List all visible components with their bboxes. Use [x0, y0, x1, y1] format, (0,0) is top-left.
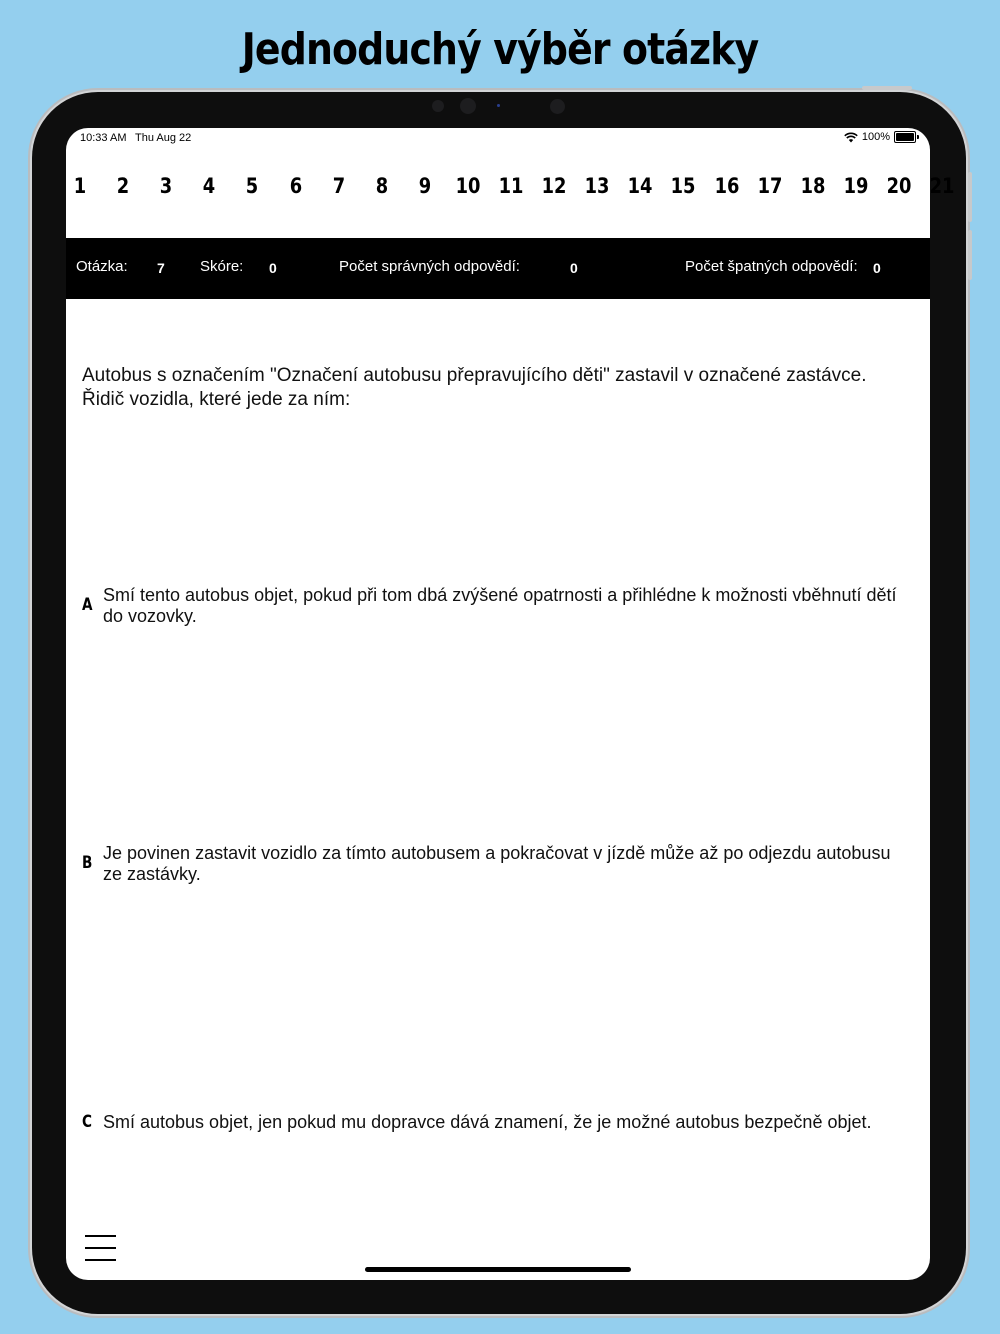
question-number-strip[interactable] — [66, 168, 955, 204]
correct-answers-value: 0 — [570, 260, 578, 276]
question-number-18[interactable]: 18 — [800, 174, 826, 198]
question-number-13[interactable]: 13 — [584, 174, 610, 198]
question-number-17[interactable]: 17 — [757, 174, 783, 198]
battery-icon — [894, 131, 916, 143]
home-indicator[interactable] — [365, 1267, 631, 1272]
wrong-answers-value: 0 — [873, 260, 881, 276]
stats-bar — [66, 238, 930, 299]
device-top-button — [862, 86, 912, 90]
question-number-16[interactable]: 16 — [714, 174, 739, 198]
answer-letter: B — [82, 853, 93, 873]
question-number-15[interactable]: 15 — [670, 174, 696, 198]
status-date: Thu Aug 22 — [135, 132, 192, 144]
answer-letter: A — [82, 595, 93, 615]
question-label: Otázka: — [76, 258, 128, 275]
question-number-14[interactable]: 14 — [627, 174, 653, 198]
device-volume-down-button — [968, 230, 972, 280]
answer-text: Je povinen zastavit vozidlo za tímto autobusem a pokračovat v jízdě může až po odjezdu autobusu ze zastávky. — [103, 843, 891, 884]
menu-icon[interactable] — [85, 1233, 116, 1263]
wrong-answers-label: Počet špatných odpovědí: — [685, 258, 858, 275]
question-number-12[interactable]: 12 — [541, 174, 567, 198]
camera-lens-icon — [460, 98, 476, 114]
question-number-6[interactable]: 6 — [289, 174, 302, 198]
question-number-20[interactable]: 20 — [886, 174, 912, 198]
battery-percentage: 100% — [861, 131, 890, 143]
answer-text: Smí autobus objet, jen pokud mu dopravce dává znamení, že je možné autobus bezpečně objet. — [103, 1112, 872, 1132]
question-number-1[interactable]: 1 — [73, 174, 87, 198]
question-number-11[interactable]: 11 — [498, 174, 524, 198]
app-screen — [66, 128, 955, 1280]
status-time: 10:33 AM — [80, 132, 127, 144]
camera-sensor-icon — [432, 100, 444, 112]
question-number-2[interactable]: 2 — [116, 174, 130, 198]
correct-answers-label: Počet správných odpovědí: — [339, 258, 520, 275]
question-number-10[interactable]: 10 — [455, 174, 481, 198]
question-number-7[interactable]: 7 — [332, 174, 345, 198]
question-number-19[interactable]: 19 — [843, 174, 869, 198]
score-label: Skóre: — [200, 258, 244, 275]
status-indicators — [844, 131, 916, 143]
question-number-3[interactable]: 3 — [159, 174, 173, 198]
promo-title: Jednoduchý výběr otázky — [241, 24, 759, 75]
status-bar — [66, 128, 930, 150]
question-text: Autobus s označením "Označení autobusu přepravujícího děti" zastavil v označené zastávce. Řidič vozidla, které jede za ním: — [82, 365, 867, 410]
question-number-5[interactable]: 5 — [246, 174, 259, 198]
answer-letter: C — [82, 1112, 92, 1132]
question-value: 7 — [157, 260, 165, 276]
battery-level — [896, 133, 914, 141]
camera-sensor-icon — [550, 99, 565, 114]
answer-text: Smí tento autobus objet, pokud při tom dbá zvýšené opatrnosti a přihlédne k možnosti vběhnutí dětí do vozovky. — [103, 585, 897, 626]
camera-indicator-icon — [497, 104, 500, 107]
question-number-8[interactable]: 8 — [375, 174, 388, 198]
score-value: 0 — [269, 260, 277, 276]
question-number-9[interactable]: 9 — [418, 174, 432, 198]
device-volume-up-button — [968, 172, 972, 222]
wifi-icon — [844, 132, 858, 143]
question-number-21[interactable]: 21 — [929, 174, 955, 198]
question-number-4[interactable]: 4 — [203, 174, 216, 198]
